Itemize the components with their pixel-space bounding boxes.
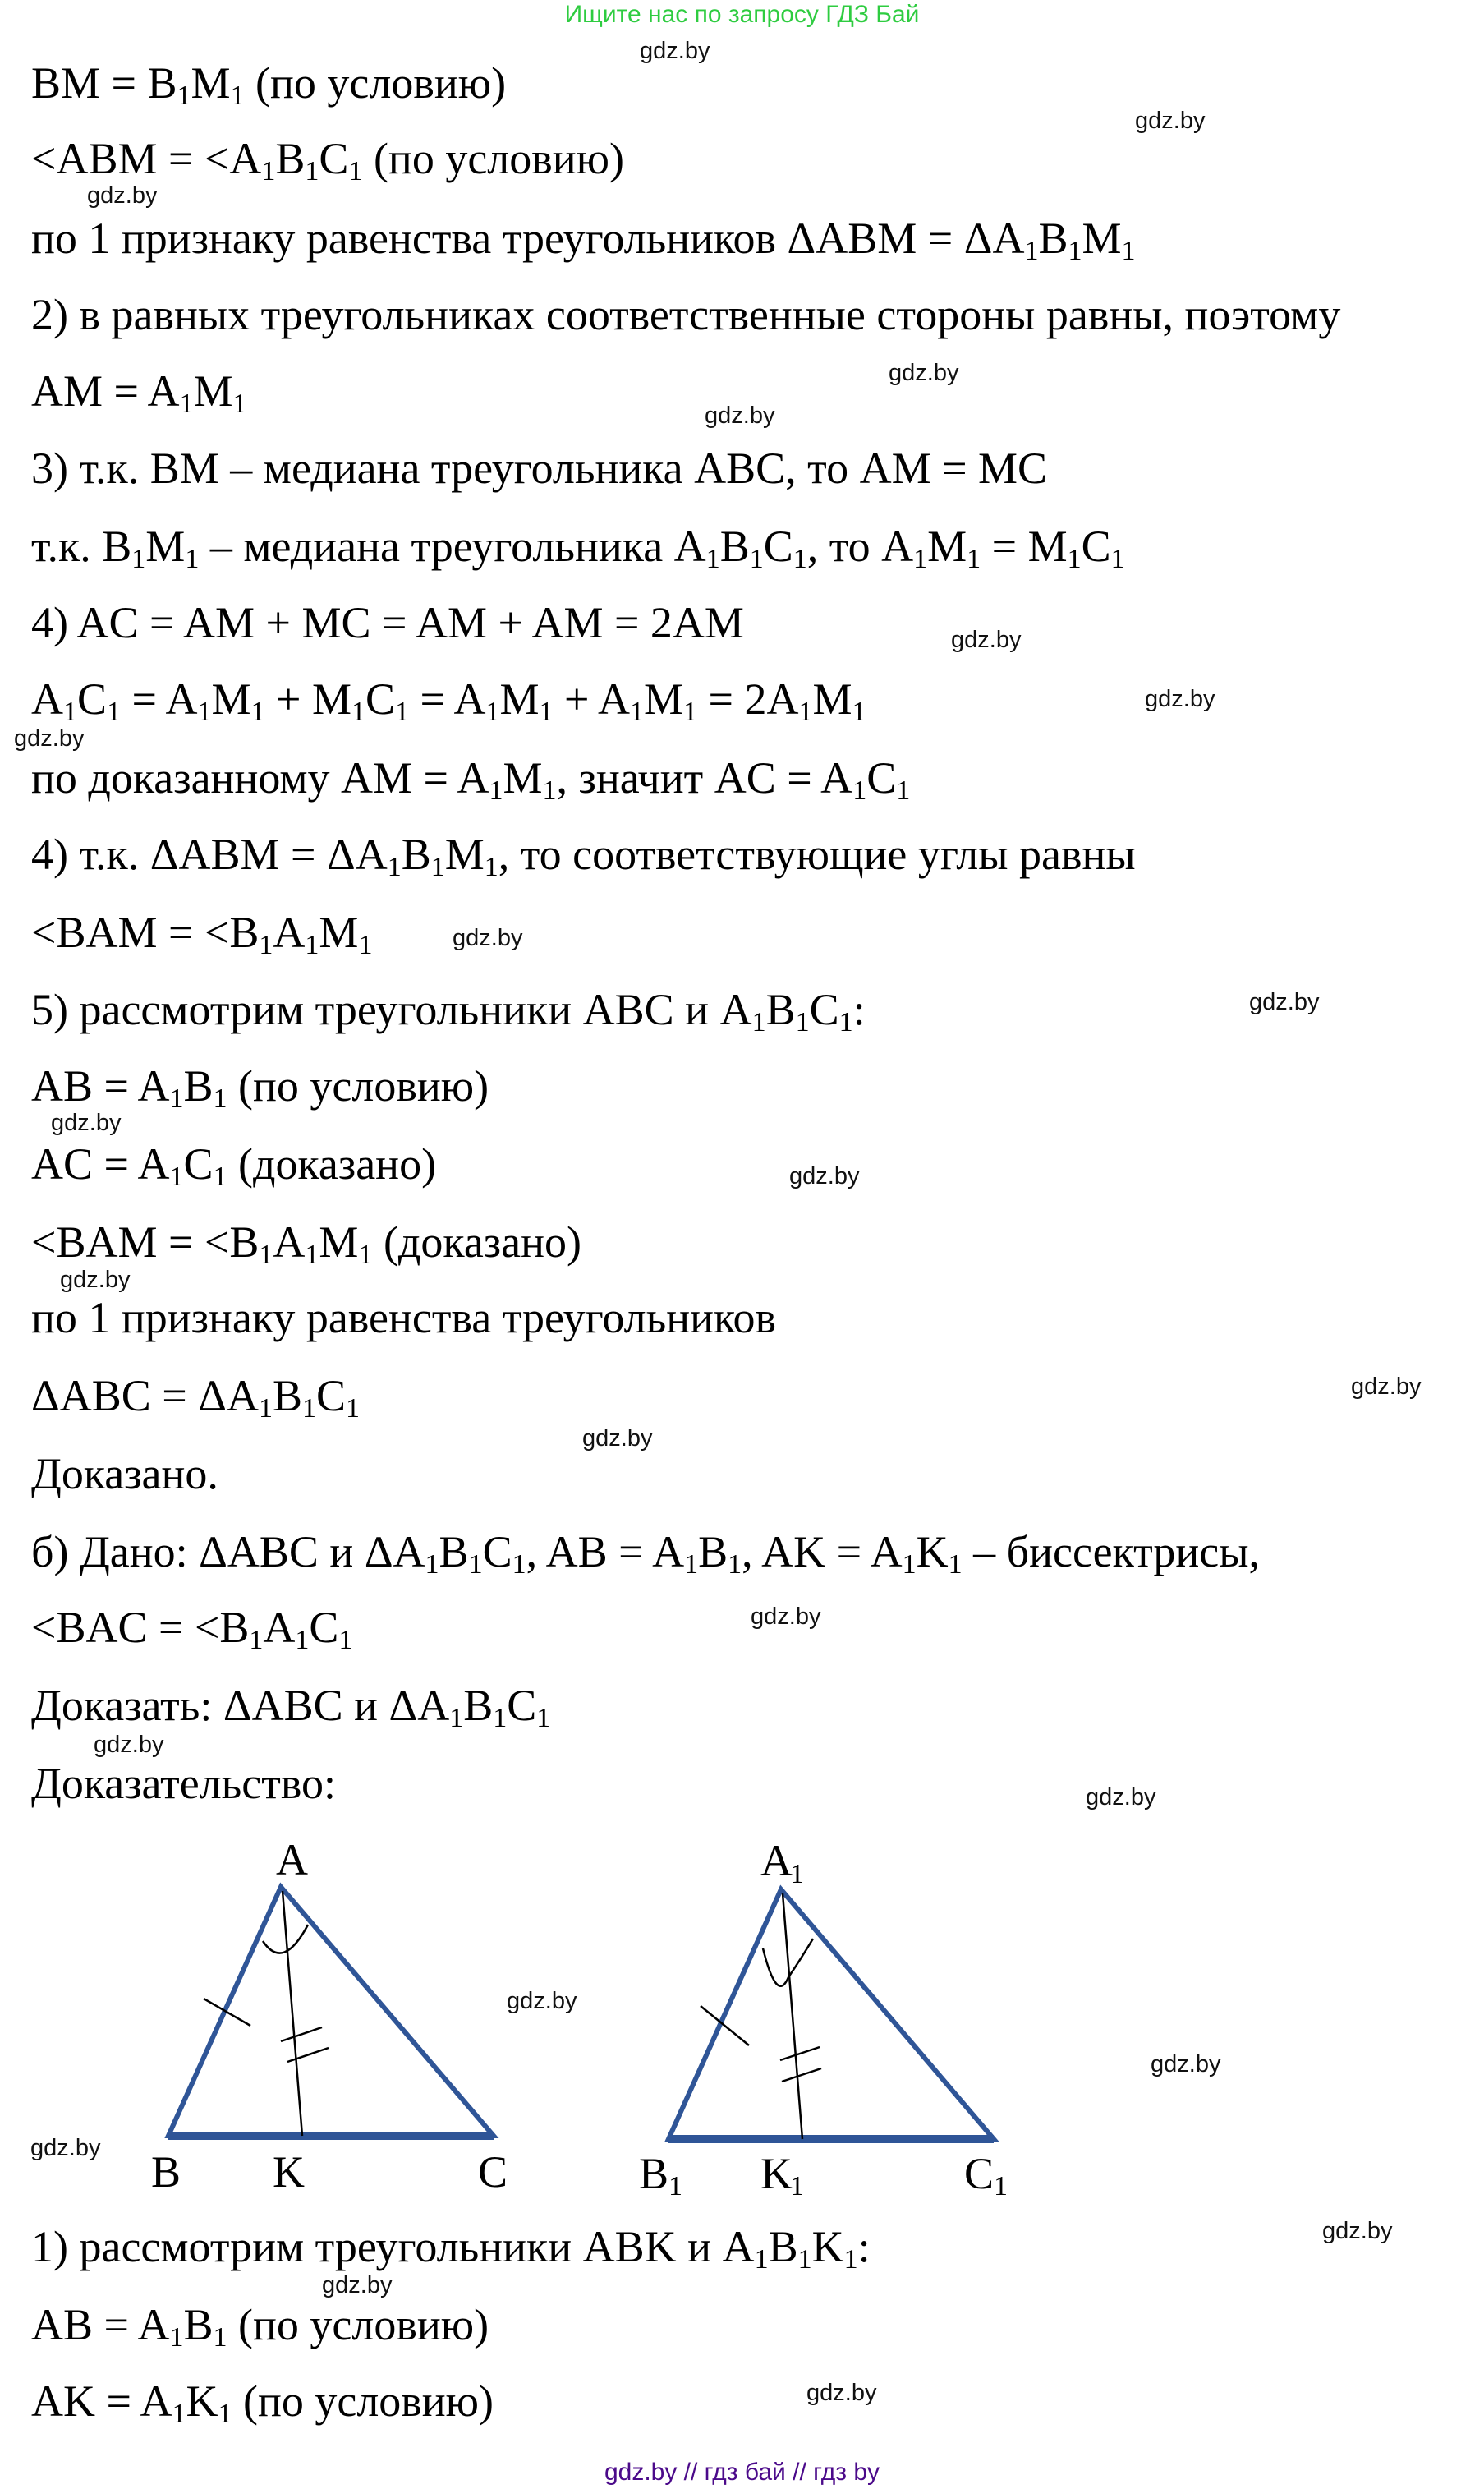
text-segment: M (319, 1217, 359, 1267)
text-segment: <BAM = <B (31, 1217, 260, 1267)
text-segment: M (812, 674, 852, 724)
text-line (31, 674, 866, 727)
subscript: 1 (948, 1549, 963, 1580)
text-segment: по доказанному AM = A (31, 753, 489, 803)
subscript: 1 (798, 697, 813, 727)
text-segment: B (463, 1681, 494, 1730)
watermark: gdz.by (1145, 686, 1215, 712)
text-segment: Доказано. (31, 1449, 218, 1498)
subscript: 1 (1067, 544, 1082, 574)
text-line (31, 753, 911, 806)
text-segment: , то A (806, 522, 914, 571)
watermark: gdz.by (889, 360, 959, 386)
subscript: 1 (232, 389, 247, 419)
text-segment: , AK = A (742, 1527, 903, 1576)
text-segment: M (1082, 214, 1122, 263)
subscript: 1 (295, 1625, 310, 1655)
text-line (31, 1451, 218, 1497)
label-c1-sub: 1 (994, 2171, 1008, 2201)
text-segment: C (866, 753, 897, 803)
subscript: 1 (425, 1549, 439, 1580)
watermark: gdz.by (806, 2380, 877, 2406)
text-segment: <BAC = <B (31, 1603, 250, 1652)
subscript: 1 (512, 1549, 526, 1580)
text-segment: + M (264, 674, 351, 724)
text-segment: <ABM = <A (31, 134, 262, 183)
text-segment: M (145, 522, 186, 571)
triangle-a1b1c1-outline (668, 1889, 994, 2139)
text-segment: M (193, 366, 233, 416)
text-segment: : (852, 985, 866, 1034)
text-line (31, 1603, 353, 1655)
subscript: 1 (338, 1625, 353, 1655)
subscript: 1 (179, 389, 194, 419)
subscript: 1 (395, 697, 410, 727)
text-segment: A (273, 908, 306, 957)
subscript: 1 (838, 1007, 853, 1037)
text-segment: 3) т.к. BM – медиана треугольника ABC, то AM = MC (31, 444, 1048, 493)
text-segment: M (503, 753, 543, 803)
text-segment: K (186, 2376, 218, 2426)
label-a: A (276, 1835, 308, 1884)
text-segment: = M (981, 522, 1068, 571)
text-segment: B (719, 522, 750, 571)
text-line (31, 1527, 1261, 1580)
subscript: 1 (63, 697, 77, 727)
text-segment: + A (553, 674, 631, 724)
text-segment: AC = A (31, 1139, 170, 1189)
subscript: 1 (902, 1549, 917, 1580)
text-segment: C (763, 522, 793, 571)
text-segment: C (77, 674, 108, 724)
text-segment: M (211, 674, 251, 724)
subscript: 1 (1068, 236, 1082, 266)
text-segment: (по условию) (232, 2376, 494, 2426)
subscript: 1 (301, 1393, 316, 1424)
text-segment: т.к. B (31, 522, 132, 571)
text-segment: по 1 признаку равенства треугольников (31, 1293, 777, 1342)
subscript: 1 (493, 1703, 508, 1733)
subscript: 1 (169, 1083, 184, 1114)
subscript: 1 (449, 1703, 464, 1733)
subscript: 1 (683, 697, 698, 727)
subscript: 1 (795, 1007, 810, 1037)
subscript: 1 (485, 697, 500, 727)
footer-links: gdz.by // гдз бай // гдз by (604, 2459, 880, 2486)
text-segment: (доказано) (372, 1217, 581, 1267)
text-line (31, 1681, 551, 1733)
text-segment: B (275, 134, 306, 183)
label-k1: K (760, 2149, 793, 2198)
text-segment: = 2A (697, 674, 799, 724)
text-line (31, 1371, 360, 1424)
text-line (31, 600, 744, 646)
subscript: 1 (1121, 236, 1136, 266)
subscript: 1 (542, 775, 557, 806)
text-segment: A (263, 1603, 296, 1652)
watermark: gdz.by (951, 627, 1022, 653)
subscript: 1 (185, 544, 200, 574)
label-c: C (478, 2147, 508, 2197)
text-line (31, 2222, 871, 2275)
subscript: 1 (684, 1549, 699, 1580)
text-segment: , AB = A (526, 1527, 685, 1576)
text-segment: – медиана треугольника A (199, 522, 706, 571)
subscript: 1 (358, 1240, 373, 1270)
subscript: 1 (896, 775, 911, 806)
label-k: K (273, 2147, 305, 2197)
watermark: gdz.by (1135, 108, 1206, 134)
text-segment: (по условию) (362, 134, 624, 183)
text-segment: Доказать: ΔABC и ΔA (31, 1681, 450, 1730)
subscript: 1 (913, 544, 928, 574)
subscript: 1 (259, 930, 273, 960)
triangle-a1b1c1 (668, 1889, 994, 2139)
text-segment: C (507, 1681, 537, 1730)
label-b1: B (639, 2149, 669, 2198)
subscript: 1 (797, 2244, 812, 2275)
watermark: gdz.by (582, 1425, 653, 1452)
watermark: gdz.by (51, 1110, 122, 1136)
tick-ak-2 (287, 2048, 329, 2062)
label-k1-sub: 1 (790, 2171, 804, 2201)
label-b: B (151, 2147, 181, 2197)
text-line (31, 1760, 336, 1806)
subscript: 1 (348, 156, 363, 186)
text-segment: B (401, 830, 431, 879)
text-segment: AB = A (31, 2300, 170, 2349)
subscript: 1 (630, 697, 645, 727)
text-segment: B (698, 1527, 728, 1576)
text-segment: K (916, 1527, 949, 1576)
subscript: 1 (177, 81, 191, 111)
text-segment: ΔABC = ΔA (31, 1371, 259, 1420)
subscript: 1 (751, 1007, 766, 1037)
text-line (31, 522, 1125, 574)
label-a1-sub: 1 (790, 1859, 804, 1889)
text-segment: 1) рассмотрим треугольники ABK и A (31, 2222, 755, 2271)
text-segment: 5) рассмотрим треугольники ABC и A (31, 985, 752, 1034)
subscript: 1 (261, 156, 276, 186)
watermark: gdz.by (789, 1163, 860, 1189)
text-line (31, 830, 1136, 882)
text-segment: C (809, 985, 839, 1034)
triangle-abc-outline (168, 1887, 494, 2136)
triangles-diagram (0, 1824, 1484, 2210)
text-segment: C (482, 1527, 512, 1576)
text-segment: , то соответствующие углы равны (498, 830, 1136, 879)
subscript: 1 (213, 1083, 227, 1114)
text-line (31, 292, 1340, 338)
watermark: gdz.by (60, 1267, 131, 1293)
subscript: 1 (259, 1240, 273, 1270)
subscript: 1 (169, 1162, 184, 1192)
label-b1-sub: 1 (668, 2171, 682, 2201)
label-a1: A (760, 1836, 793, 1885)
text-segment: M (191, 58, 231, 108)
text-line (31, 134, 624, 186)
subscript: 1 (346, 1393, 360, 1424)
watermark: gdz.by (87, 182, 158, 209)
subscript: 1 (258, 1393, 273, 1424)
subscript: 1 (843, 2244, 858, 2275)
watermark: gdz.by (1351, 1373, 1422, 1400)
watermark: gdz.by (507, 1988, 577, 2014)
text-line (31, 1295, 776, 1341)
text-segment: : (857, 2222, 871, 2271)
label-c1: C (964, 2149, 995, 2198)
text-line (31, 445, 1047, 491)
text-line (31, 58, 507, 111)
text-line (31, 985, 866, 1037)
subscript: 1 (218, 2399, 232, 2429)
text-line (31, 2376, 494, 2429)
text-segment: A (31, 674, 63, 724)
tick-a1k1-1 (780, 2047, 820, 2060)
text-segment: по 1 признаку равенства треугольников ΔABM = ΔA (31, 214, 1025, 263)
text-segment: C (365, 674, 396, 724)
watermark: gdz.by (1086, 1784, 1156, 1810)
text-line (31, 366, 247, 419)
watermark: gdz.by (14, 725, 85, 752)
watermark: gdz.by (1151, 2051, 1221, 2077)
text-segment: BM = B (31, 58, 177, 108)
subscript: 1 (213, 2322, 227, 2353)
subscript: 1 (213, 1162, 227, 1192)
tick-ak-1 (281, 2027, 322, 2041)
search-banner: Ищите нас по запросу ГДЗ Бай (564, 1, 920, 28)
subscript: 1 (131, 544, 146, 574)
text-segment: C (183, 1139, 214, 1189)
text-segment: C (315, 1371, 346, 1420)
bisector-a1k1 (783, 1893, 802, 2139)
text-segment: B (183, 2300, 214, 2349)
watermark: gdz.by (94, 1732, 164, 1758)
text-segment: AB = A (31, 1061, 170, 1111)
subscript: 1 (749, 544, 764, 574)
text-segment: B (272, 1371, 302, 1420)
subscript: 1 (705, 544, 720, 574)
subscript: 1 (169, 2322, 184, 2353)
text-segment: A (273, 1217, 306, 1267)
text-line (31, 1217, 581, 1270)
text-segment: = A (121, 674, 198, 724)
text-segment: B (439, 1527, 469, 1576)
subscript: 1 (484, 852, 498, 882)
text-segment: = A (409, 674, 486, 724)
text-segment: M (499, 674, 540, 724)
subscript: 1 (539, 697, 554, 727)
subscript: 1 (536, 1703, 551, 1733)
subscript: 1 (967, 544, 981, 574)
subscript: 1 (250, 697, 265, 727)
watermark: gdz.by (751, 1603, 821, 1630)
subscript: 1 (1024, 236, 1039, 266)
text-segment: C (319, 134, 349, 183)
text-segment: AK = A (31, 2376, 172, 2426)
text-segment: 4) т.к. ΔABM = ΔA (31, 830, 388, 879)
subscript: 1 (305, 930, 319, 960)
text-segment: 4) AC = AM + MC = AM + AM = 2AM (31, 598, 744, 647)
text-segment: M (319, 908, 359, 957)
subscript: 1 (489, 775, 503, 806)
text-segment: (по условию) (227, 2300, 489, 2349)
subscript: 1 (754, 2244, 769, 2275)
text-segment: B (768, 2222, 798, 2271)
text-line (31, 1061, 489, 1114)
text-segment: – биссектрисы, (962, 1527, 1261, 1576)
watermark: gdz.by (1249, 989, 1320, 1015)
watermark: gdz.by (453, 925, 523, 951)
watermark: gdz.by (30, 2135, 101, 2161)
subscript: 1 (728, 1549, 742, 1580)
text-segment: B (183, 1061, 214, 1111)
subscript: 1 (430, 852, 445, 882)
watermark: gdz.by (705, 403, 775, 429)
subscript: 1 (305, 1240, 319, 1270)
text-segment: C (1081, 522, 1111, 571)
text-line (31, 2300, 489, 2353)
text-segment: б) Дано: ΔABC и ΔA (31, 1527, 425, 1576)
text-segment: (доказано) (227, 1139, 437, 1189)
text-segment: (по условию) (227, 1061, 489, 1111)
subscript: 1 (107, 697, 122, 727)
text-segment: <BAM = <B (31, 908, 260, 957)
triangle-abc (168, 1887, 494, 2136)
subscript: 1 (793, 544, 807, 574)
subscript: 1 (852, 775, 867, 806)
watermark: gdz.by (1322, 2218, 1393, 2244)
subscript: 1 (351, 697, 365, 727)
text-segment: B (1038, 214, 1068, 263)
subscript: 1 (358, 930, 373, 960)
watermark: gdz.by (640, 38, 710, 64)
text-line (31, 1139, 437, 1192)
watermark: gdz.by (322, 2272, 393, 2298)
text-segment: M (644, 674, 684, 724)
text-segment: K (811, 2222, 844, 2271)
subscript: 1 (197, 697, 212, 727)
subscript: 1 (305, 156, 319, 186)
text-line (31, 214, 1136, 266)
subscript: 1 (468, 1549, 483, 1580)
text-segment: M (444, 830, 485, 879)
text-segment: M (927, 522, 967, 571)
subscript: 1 (249, 1625, 264, 1655)
tick-a1k1-2 (782, 2068, 821, 2082)
subscript: 1 (1110, 544, 1125, 574)
text-segment: Доказательство: (31, 1759, 336, 1808)
text-segment: (по условию) (244, 58, 507, 108)
bisector-ak (283, 1891, 302, 2136)
subscript: 1 (852, 697, 866, 727)
text-segment: B (765, 985, 796, 1034)
subscript: 1 (230, 81, 245, 111)
text-segment: 2) в равных треугольниках соответственные стороны равны, поэтому (31, 290, 1341, 339)
subscript: 1 (172, 2399, 186, 2429)
text-line (31, 908, 373, 960)
subscript: 1 (387, 852, 402, 882)
text-segment: AM = A (31, 366, 180, 416)
text-segment: C (309, 1603, 339, 1652)
text-segment: , значит AC = A (556, 753, 853, 803)
